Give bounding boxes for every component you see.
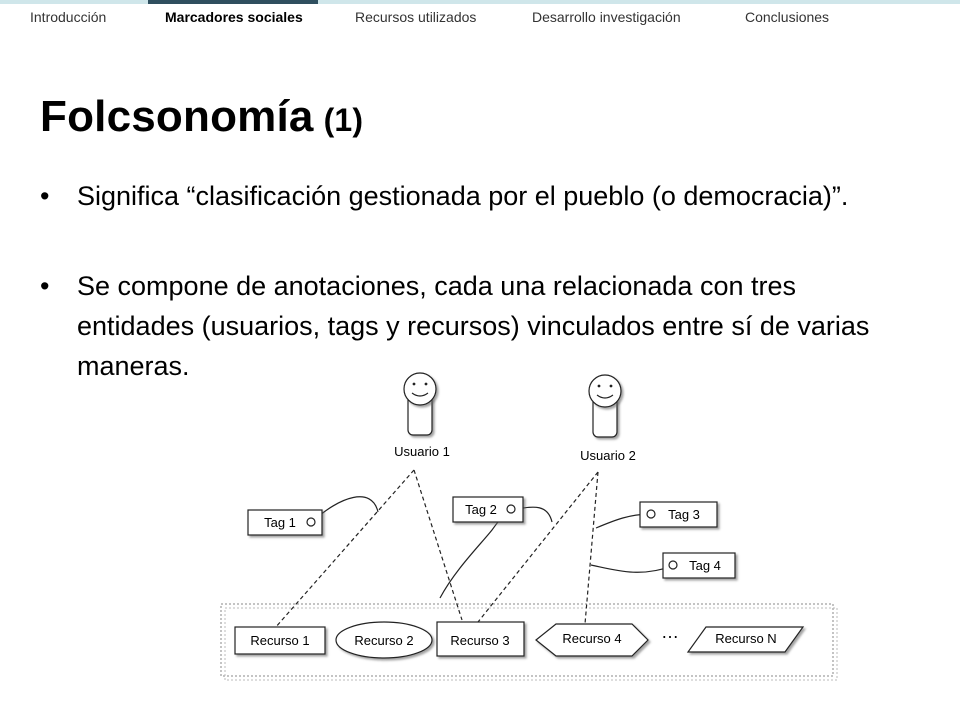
tag-label: Tag 2 [465, 502, 497, 517]
nav-item-conclusiones[interactable]: Conclusiones [745, 9, 830, 25]
tag-hole-icon [669, 561, 677, 569]
slide-title-text: Folcsonomía [40, 92, 314, 141]
bullet-dot-icon: • [40, 181, 50, 211]
resource-label: Recurso 2 [354, 633, 414, 648]
tag-node [663, 553, 735, 578]
user-label: Usuario 2 [580, 448, 636, 463]
resource-label: Recurso 3 [450, 633, 510, 648]
resource-label: Recurso 4 [562, 631, 622, 646]
resource-label: Recurso N [715, 631, 777, 646]
resource-node [536, 624, 648, 656]
nav-item-desarrollo-investigacion[interactable]: Desarrollo investigación [532, 9, 681, 25]
bullet-text: Significa “clasificación gestionada por el pueblo (o democracia)”. [77, 181, 849, 211]
connector-user2-recurso3 [478, 472, 598, 622]
user-icon [404, 373, 436, 435]
tag-node [453, 497, 523, 522]
tag-hole-icon [647, 510, 655, 518]
tag-hole-icon [307, 518, 315, 526]
tag-label: Tag 1 [264, 515, 296, 530]
connector-user2-recurso4 [585, 472, 598, 624]
resource-node [437, 622, 524, 656]
tag-hole-icon [507, 505, 515, 513]
resources-ellipsis: … [661, 622, 679, 642]
resource-node [336, 622, 432, 658]
tag-label: Tag 4 [689, 558, 721, 573]
bullet-dot-icon: • [40, 271, 50, 301]
user-icon [589, 375, 621, 437]
curve-tag4 [591, 565, 672, 572]
resource-node [235, 627, 325, 654]
slide-title-suffix: (1) [323, 102, 364, 138]
tag-node [248, 510, 322, 535]
resource-node [688, 627, 803, 652]
tag-node [640, 502, 717, 527]
bullet-text: Se compone de anotaciones, cada una relacionada con tres entidades (usuarios, tags y recursos) vinculados entre sí de varias maneras. [77, 271, 870, 381]
resource-label: Recurso 1 [250, 633, 310, 648]
nav-item-marcadores-sociales[interactable]: Marcadores sociales [165, 9, 303, 25]
nav-item-recursos-utilizados[interactable]: Recursos utilizados [355, 9, 477, 25]
user-label: Usuario 1 [394, 444, 450, 459]
nav-item-introduccion[interactable]: Introducción [30, 9, 107, 25]
connector-user1-recurso3 [414, 470, 462, 620]
tag-label: Tag 3 [668, 507, 700, 522]
